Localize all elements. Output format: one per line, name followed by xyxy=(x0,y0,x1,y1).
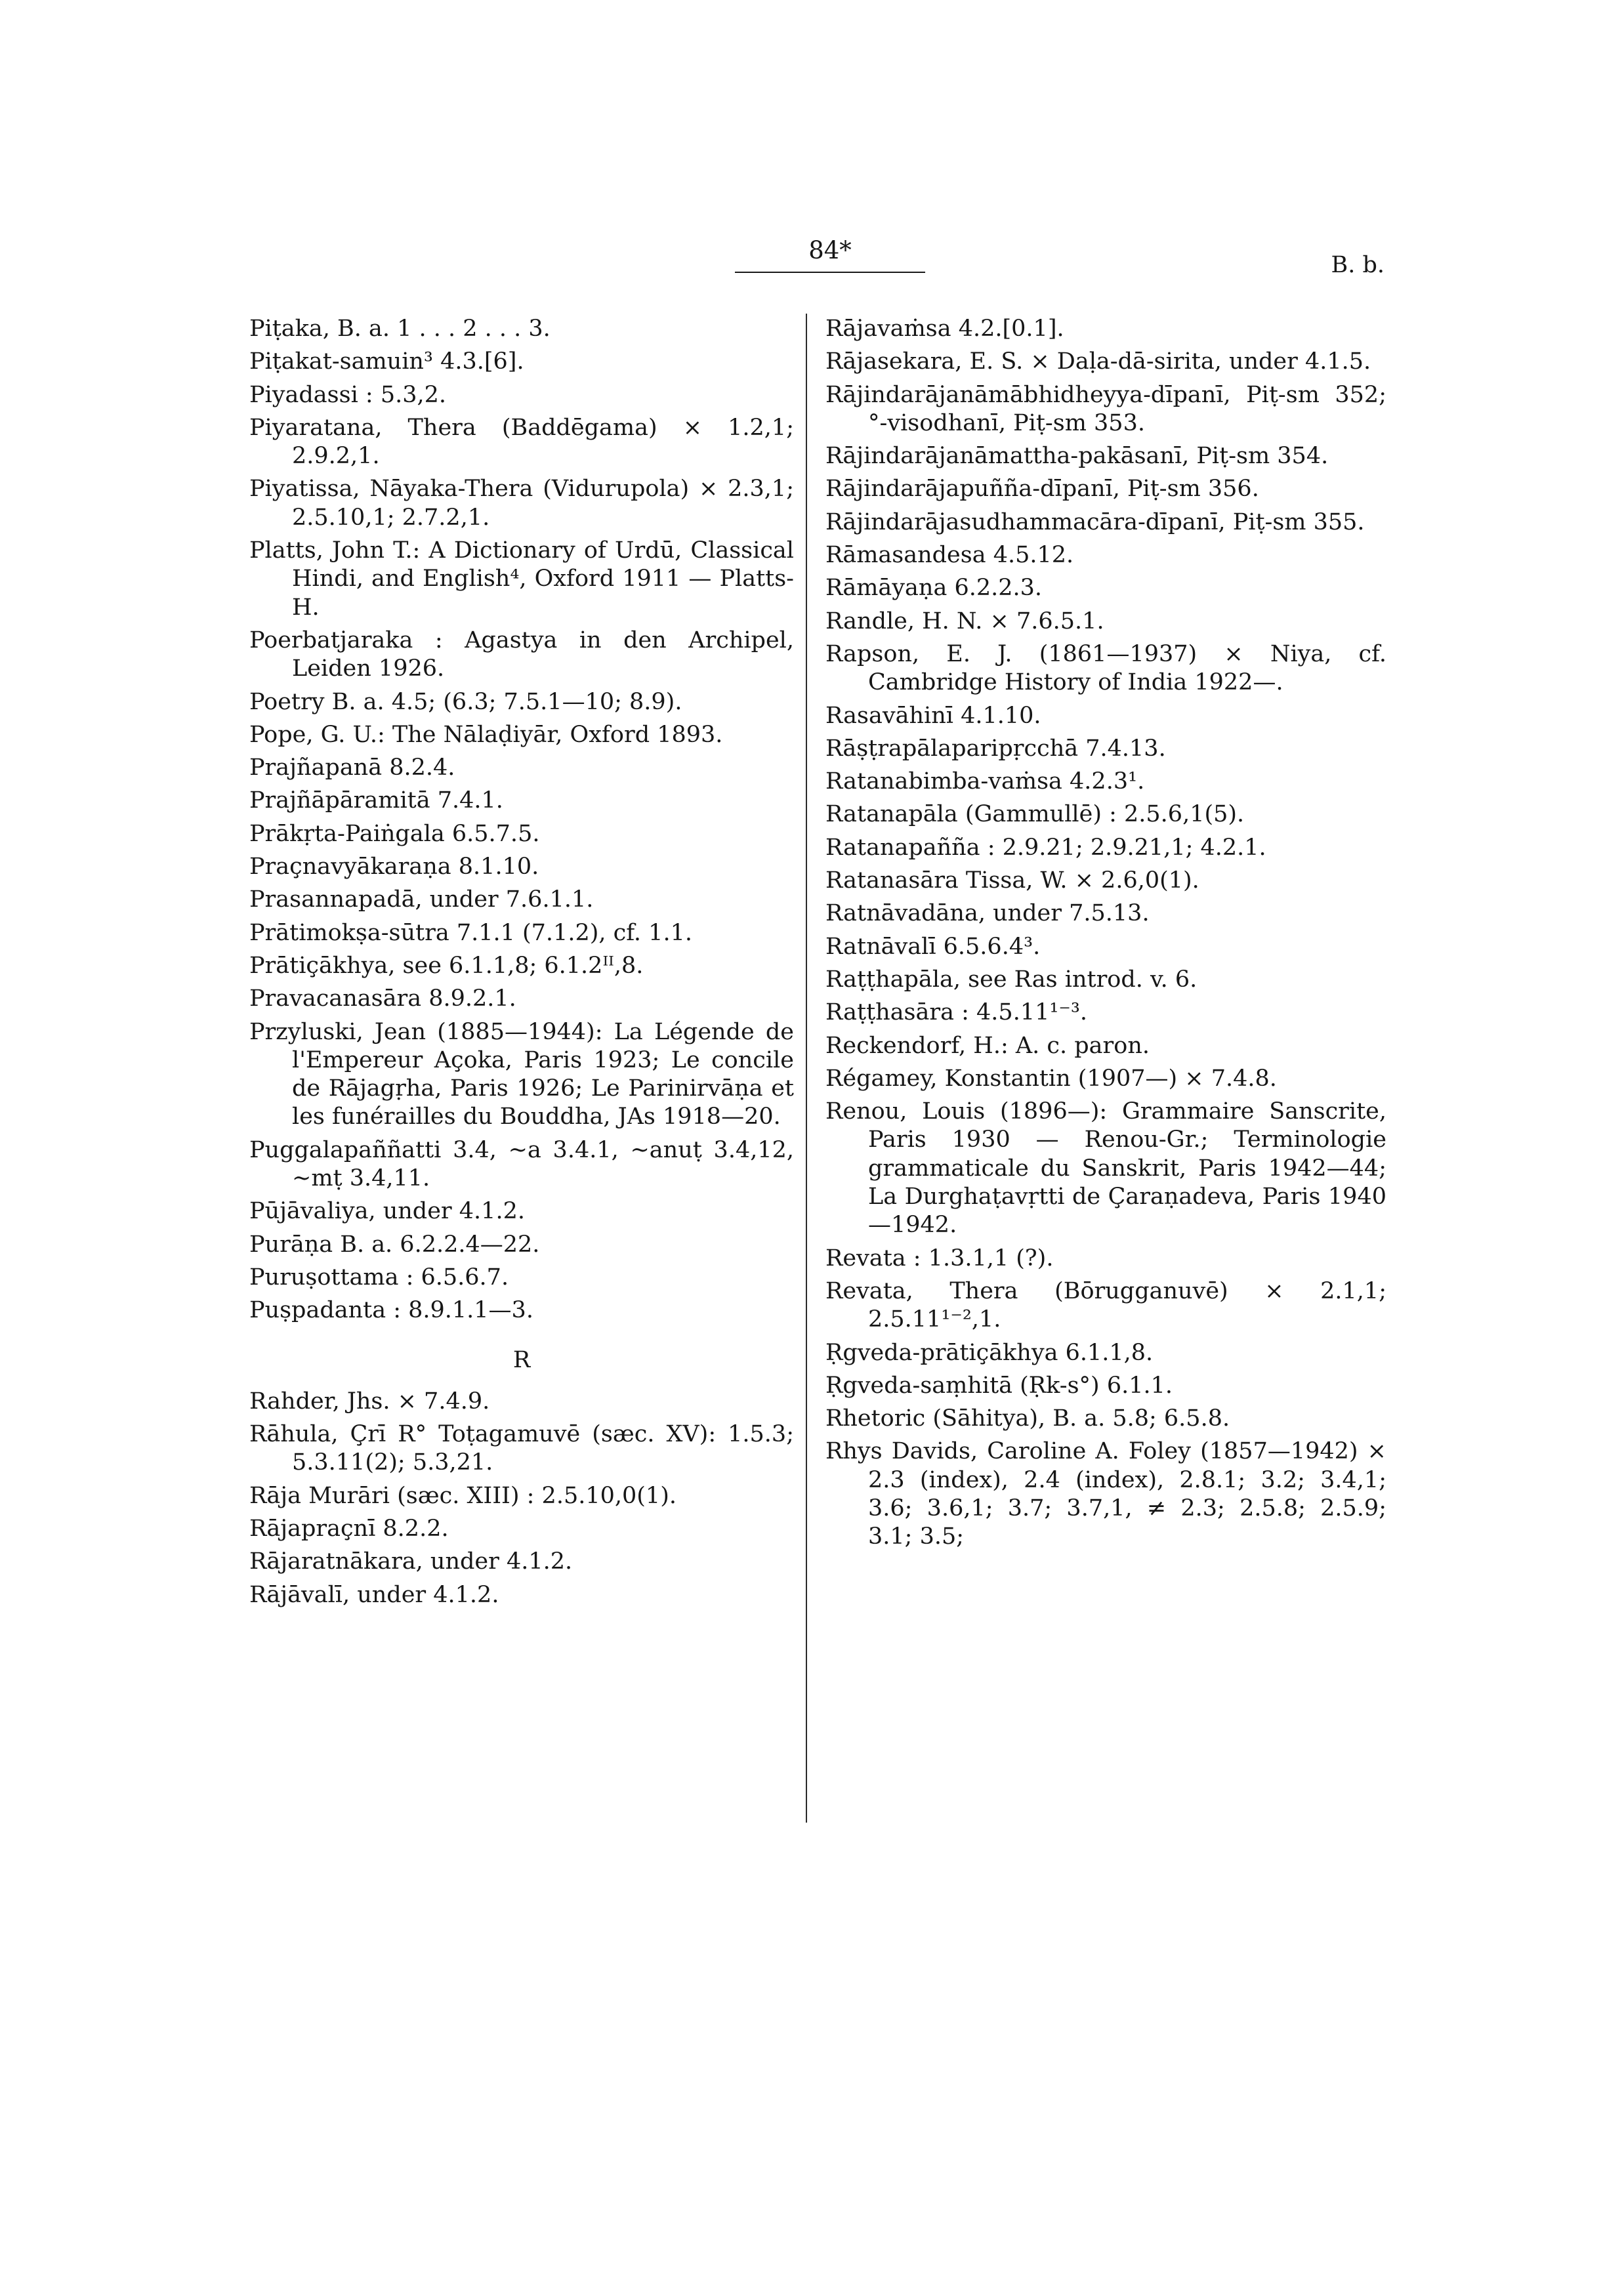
index-entry: Rājaratnākara, under 4.1.2. xyxy=(249,1548,573,1575)
index-entry: Piyaratana, Thera (Baddēgama) × 1.2,1; 2.9.2,1. xyxy=(249,414,794,470)
index-entry: Ratanasāra Tissa, W. × 2.6,0(1). xyxy=(825,867,1199,894)
index-entry: Ṛgveda-saṃhitā (Ṛk-s°) 6.1.1. xyxy=(825,1372,1173,1399)
index-entry: Rapson, E. J. (1861—1937) × Niya, cf. Cambridge History of India 1922—. xyxy=(825,640,1386,696)
index-entry: Poerbatjaraka : Agastya in den Archipel, Leiden 1926. xyxy=(249,627,794,682)
index-entry: Prajñāpāramitā 7.4.1. xyxy=(249,787,503,814)
index-entry: Renou, Louis (1896—): Grammaire Sanscrite, Paris 1930 — Renou-Gr.; Terminologie grammaticale du Sanskrit, Paris 1942—44; La Durghaṭavṛtti de Çaraṇadeva, Paris 1940—1942. xyxy=(825,1098,1386,1239)
index-entry: Poetry B. a. 4.5; (6.3; 7.5.1—10; 8.9). xyxy=(249,688,682,715)
index-entry: Rāṣṭrapālaparipṛcchā 7.4.13. xyxy=(825,735,1166,762)
index-entry: Rājindarājapuñña-dīpanī, Piṭ-sm 356. xyxy=(825,476,1259,503)
index-entry: Puruṣottama : 6.5.6.7. xyxy=(249,1264,509,1291)
index-entry: Revata : 1.3.1,1 (?). xyxy=(825,1245,1054,1272)
index-entry: Ratanapāla (Gammullē) : 2.5.6,1(5). xyxy=(825,801,1245,828)
index-entry: Piṭakat-samuin³ 4.3.[6]. xyxy=(249,348,524,375)
index-entry: Platts, John T.: A Dictionary of Urdū, Classical Hindi, and English⁴, Oxford 1911 — Platts-H. xyxy=(249,537,794,621)
index-entry: Przyluski, Jean (1885—1944): La Légende de l'Empereur Açoka, Paris 1923; Le concile de Rājagṛha, Paris 1926; Le Parinirvāṇa et les funérailles du Bouddha, JAs 1918—20. xyxy=(249,1018,794,1130)
index-entry: Prasannapadā, under 7.6.1.1. xyxy=(249,886,594,913)
index-entry: Rājāvalī, under 4.1.2. xyxy=(249,1581,499,1608)
right-column xyxy=(825,315,1386,1556)
index-entry: Ṛgveda-prātiçākhya 6.1.1,8. xyxy=(825,1339,1154,1366)
index-entry: Rahder, Jhs. × 7.4.9. xyxy=(249,1388,490,1415)
index-entry: Revata, Thera (Bōrugganuvē) × 2.1,1; 2.5.11¹⁻²,1. xyxy=(825,1277,1386,1333)
index-entry: Reckendorf, H.: A. c. paron. xyxy=(825,1032,1150,1059)
section-heading: R xyxy=(512,1346,531,1373)
index-entry: Rhys Davids, Caroline A. Foley (1857—1942) × 2.3 (index), 2.4 (index), 2.8.1; 3.2; 3.4,1; 3.6; 3.6,1; 3.7; 3.7,1, ≠ 2.3; 2.5.8; 2.5.9; 3.1; 3.5; xyxy=(825,1438,1386,1550)
index-entry: Raṭṭhasāra : 4.5.11¹⁻³. xyxy=(825,999,1088,1026)
index-entry: Ratnāvalī 6.5.6.4³. xyxy=(825,933,1041,960)
index-entry: Pope, G. U.: The Nālaḍiyār, Oxford 1893. xyxy=(249,721,723,748)
index-entry: Rājasekara, E. S. × Daḷa-dā-sirita, under 4.1.5. xyxy=(825,348,1371,375)
index-entry: Rāhula, Çrī R° Toṭagamuvē (sæc. XV): 1.5.3; 5.3.11(2); 5.3,21. xyxy=(249,1421,794,1476)
index-entry: Ratnāvadāna, under 7.5.13. xyxy=(825,900,1150,927)
index-entry: Rāmasandesa 4.5.12. xyxy=(825,542,1074,569)
index-entry: Pūjāvaliya, under 4.1.2. xyxy=(249,1198,525,1225)
index-entry: Rāja Murāri (sæc. XIII) : 2.5.10,0(1). xyxy=(249,1482,677,1509)
index-entry: Prātimokṣa-sūtra 7.1.1 (7.1.2), cf. 1.1. xyxy=(249,919,692,946)
index-entry: Prātiçākhya, see 6.1.1,8; 6.1.2ᴵᴵ,8. xyxy=(249,952,644,979)
index-entry: Pravacanasāra 8.9.2.1. xyxy=(249,985,516,1012)
page-number: 84* xyxy=(808,236,852,264)
page-number-rule xyxy=(735,272,925,273)
index-entry: Rājindarājanāmattha-pakāsanī, Piṭ-sm 354. xyxy=(825,443,1329,470)
index-entry: Rājindarājasudhammacāra-dīpanī, Piṭ-sm 355. xyxy=(825,508,1365,535)
index-entry: Rasavāhinī 4.1.10. xyxy=(825,702,1041,729)
index-entry: Puṣpadanta : 8.9.1.1—3. xyxy=(249,1297,533,1324)
index-entry: Piyatissa, Nāyaka-Thera (Vidurupola) × 2.3,1; 2.5.10,1; 2.7.2,1. xyxy=(249,476,794,531)
index-entry: Prākṛta-Paiṅgala 6.5.7.5. xyxy=(249,820,540,847)
index-entry: Rājindarājanāmābhidheyya-dīpanī, Piṭ-sm 352; °-visodhanī, Piṭ-sm 353. xyxy=(825,381,1386,436)
index-entry: Prajñapanā 8.2.4. xyxy=(249,755,455,781)
index-entry: Régamey, Konstantin (1907—) × 7.4.8. xyxy=(825,1065,1277,1092)
index-entry: Ratanapañña : 2.9.21; 2.9.21,1; 4.2.1. xyxy=(825,834,1266,861)
index-entry: Piṭaka, B. a. 1 . . . 2 . . . 3. xyxy=(249,316,551,342)
index-entry: Piyadassi : 5.3,2. xyxy=(249,381,446,408)
column-divider xyxy=(806,314,807,1823)
index-entry: Puggalapaññatti 3.4, ~a 3.4.1, ~anuṭ 3.4,12, ~mṭ 3.4,11. xyxy=(249,1136,794,1192)
index-entry: Randle, H. N. × 7.6.5.1. xyxy=(825,608,1104,634)
index-entry: Ratanabimba-vaṁsa 4.2.3¹. xyxy=(825,768,1145,795)
index-entry: Raṭṭhapāla, see Ras introd. v. 6. xyxy=(825,966,1197,993)
index-entry: Praçnavyākaraṇa 8.1.10. xyxy=(249,854,539,880)
left-column xyxy=(249,315,794,1614)
index-entry: Rājavaṁsa 4.2.[0.1]. xyxy=(825,316,1064,342)
index-entry: Rājapraçnī 8.2.2. xyxy=(249,1515,449,1542)
index-entry: Purāṇa B. a. 6.2.2.4—22. xyxy=(249,1231,540,1258)
section-mark: B. b. xyxy=(1331,252,1385,278)
index-entry: Rāmāyaṇa 6.2.2.3. xyxy=(825,575,1043,602)
index-entry: Rhetoric (Sāhitya), B. a. 5.8; 6.5.8. xyxy=(825,1405,1230,1432)
